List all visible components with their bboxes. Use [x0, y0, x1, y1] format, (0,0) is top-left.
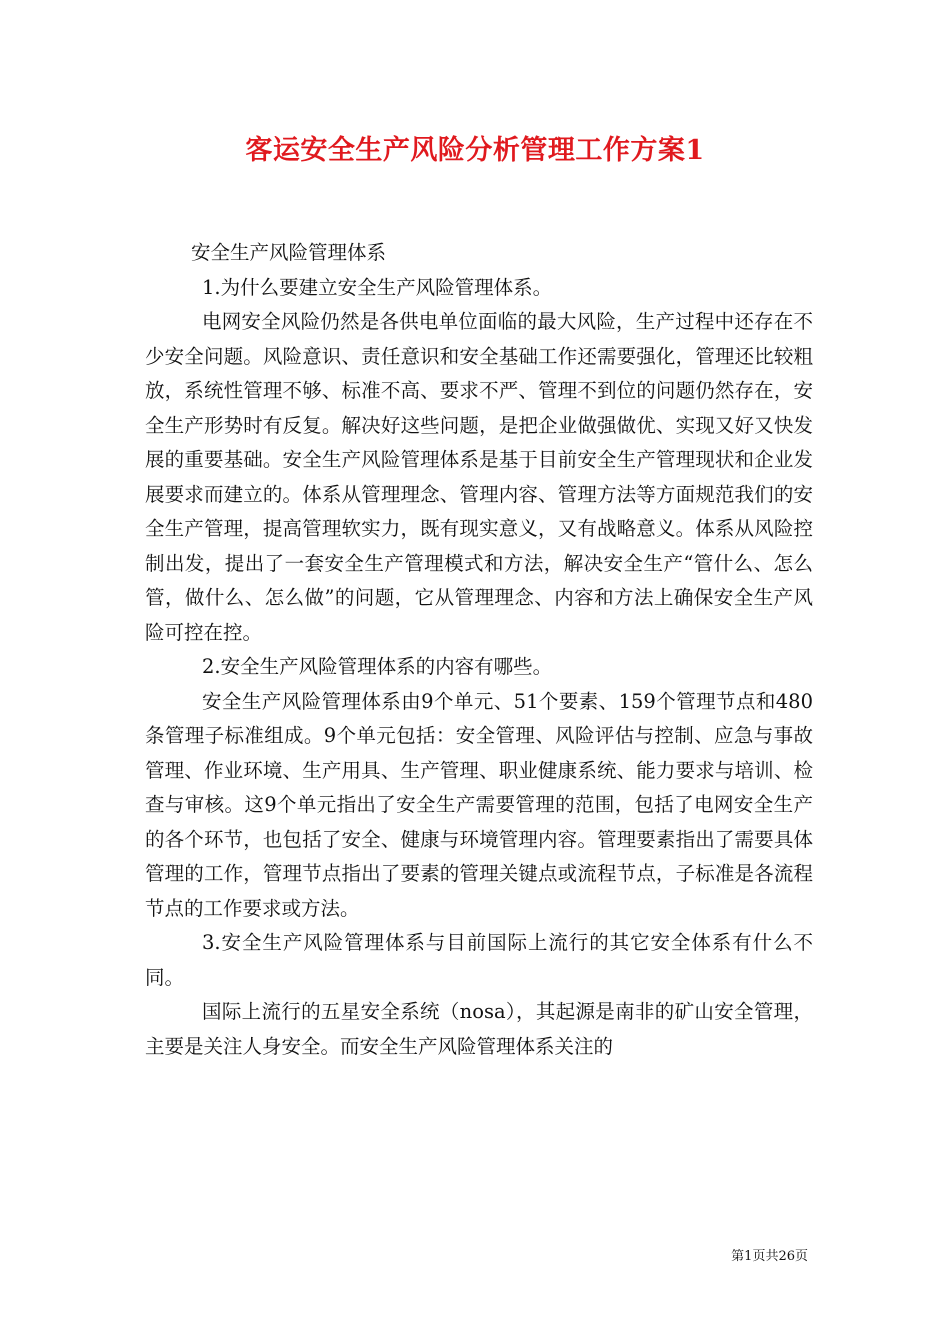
page-footer [0, 1249, 808, 1265]
body-paragraph-1: 电网安全风险仍然是各供电单位面临的最大风险，生产过程中还存在不少安全问题。风险意识、责任意识和安全基础工作还需要强化，管理还比较粗放，系统性管理不够、标准不高、要求不严、管理不到位的问题仍然存在，安全生产形势时有反复。解决好这些问题，是把企业做强做优、实现又好又快发展的重要基础。安全生产风险管理体系是基于目前安全生产管理现状和企业发展要求而建立的。体系从管理理念、管理内容、管理方法等方面规范我们的安全生产管理，提高管理软实力，既有现实意义，又有战略意义。体系从风险控制出发，提出了一套安全生产管理模式和方法，解决安全生产“管什么、怎么管，做什么、怎么做”的问题，它从管理理念、内容和方法上确保安全生产风险可控在控。 [145, 310, 813, 644]
body-paragraph-2: 安全生产风险管理体系由9个单元、51个要素、159个管理节点和480条管理子标准组成。9个单元包括：安全管理、风险评估与控制、应急与事故管理、作业环境、生产用具、生产管理、职业健康系统、能力要求与培训、检查与审核。这9个单元指出了安全生产需要管理的范围，包括了电网安全生产的各个环节，也包括了安全、健康与环境管理内容。管理要素指出了需要具体管理的工作，管理节点指出了要素的管理关键点或流程节点，子标准是各流程节点的工作要求或方法。 [145, 689, 813, 920]
section-heading: 安全生产风险管理体系 [191, 241, 387, 264]
body-paragraph-3: 国际上流行的五星安全系统（nosa），其起源是南非的矿山安全管理，主要是关注人身安全。而安全生产风险管理体系关注的 [145, 1000, 813, 1058]
question-heading-2: 2.安全生产风险管理体系的内容有哪些。 [202, 655, 553, 678]
page-number: 第1页共26页 [731, 1249, 808, 1264]
question-heading-3: 3.安全生产风险管理体系与目前国际上流行的其它安全体系有什么不同。 [145, 931, 813, 989]
question-heading-1: 1.为什么要建立安全生产风险管理体系。 [202, 275, 553, 299]
document-body [145, 236, 813, 1064]
document-title: 客运安全生产风险分析管理工作方案1 [245, 135, 705, 166]
